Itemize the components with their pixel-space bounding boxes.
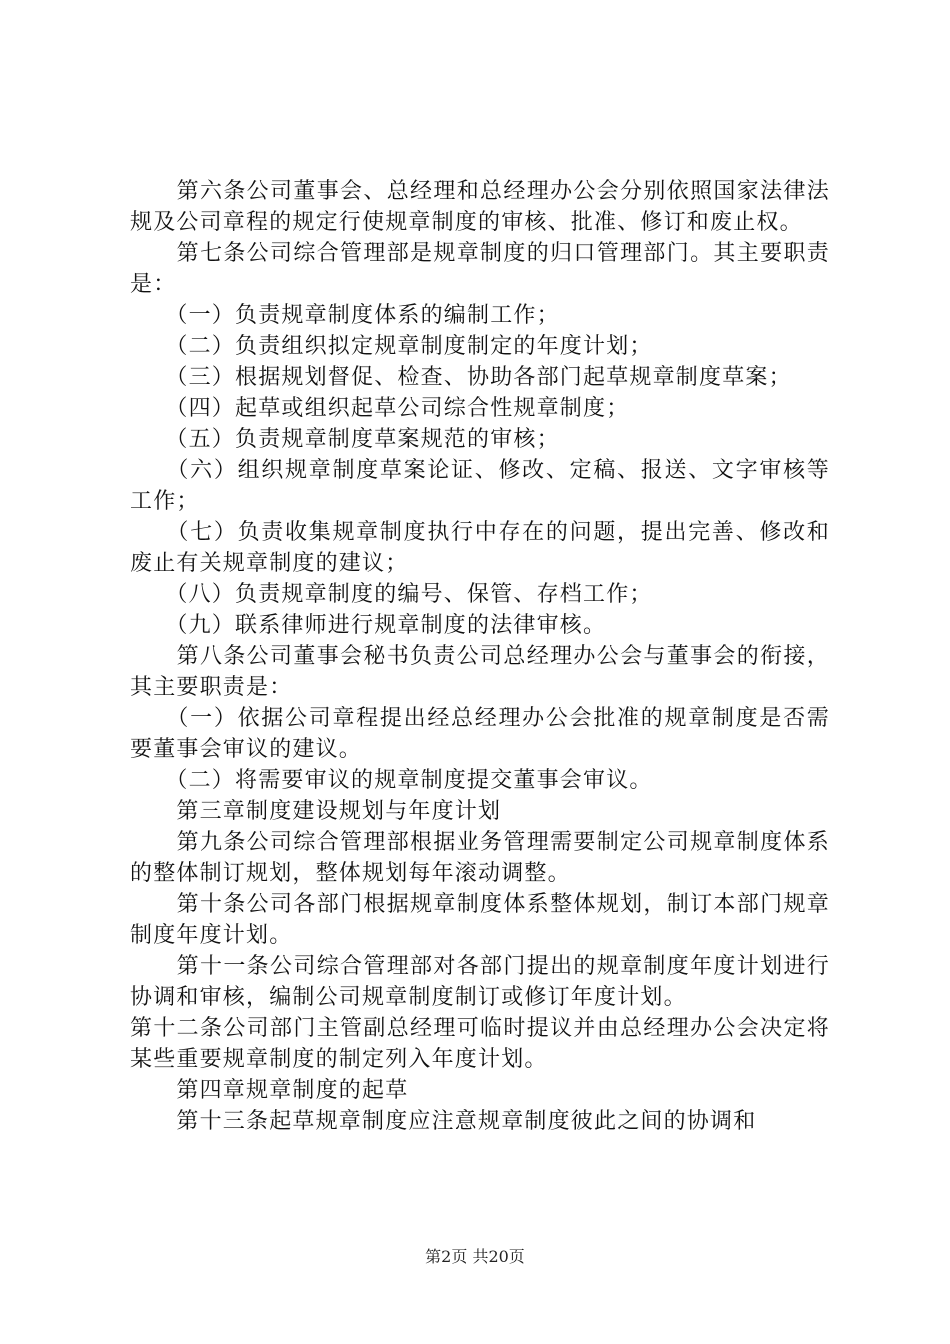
list-item: （七）负责收集规章制度执行中存在的问题，提出完善、修改和废止有关规章制度的建议； [130,520,830,576]
paragraph: 第九条公司综合管理部根据业务管理需要制定公司规章制度体系的整体制订规划，整体规划每年滚动调整。 [130,830,830,886]
list-item: （四）起草或组织起草公司综合性规章制度； [130,396,630,421]
list-item: （一）依据公司章程提出经总经理办公会批准的规章制度是否需要董事会审议的建议。 [130,706,830,762]
paragraph: 第七条公司综合管理部是规章制度的归口管理部门。其主要职责是： [130,241,830,297]
list-item: （八）负责规章制度的编号、保管、存档工作； [130,582,653,607]
list-item: （三）根据规划督促、检查、协助各部门起草规章制度草案； [130,365,792,390]
list-item: （二）负责组织拟定规章制度制定的年度计划； [130,334,653,359]
page-footer [0,1244,950,1267]
page-number: 第2页 共20页 [425,1247,525,1266]
list-item: （九）联系律师进行规章制度的法律审核。 [130,613,607,638]
paragraph: 第十一条公司综合管理部对各部门提出的规章制度年度计划进行协调和审核，编制公司规章制度制订或修订年度计划。 [130,954,830,1010]
list-item: （六）组织规章制度草案论证、修改、定稿、报送、文字审核等工作； [130,458,830,514]
paragraph: 第十条公司各部门根据规章制度体系整体规划，制订本部门规章制度年度计划。 [130,892,830,948]
paragraph: 第六条公司董事会、总经理和总经理办公会分别依照国家法律法规及公司章程的规定行使规章制度的审核、批准、修订和废止权。 [130,179,830,235]
paragraph: 第八条公司董事会秘书负责公司总经理办公会与董事会的衔接，其主要职责是： [130,644,830,700]
paragraph: 第十三条起草规章制度应注意规章制度彼此之间的协调和 [130,1109,757,1134]
list-item: （二）将需要审议的规章制度提交董事会审议。 [130,768,653,793]
list-item: （一）负责规章制度体系的编制工作； [130,303,560,328]
document-body [130,176,830,1137]
paragraph: 第十二条公司部门主管副总经理可临时提议并由总经理办公会决定将某些重要规章制度的制定列入年度计划。 [130,1016,830,1072]
chapter-heading: 第三章制度建设规划与年度计划 [130,799,502,824]
list-item: （五）负责规章制度草案规范的审核； [130,427,560,452]
chapter-heading: 第四章规章制度的起草 [130,1078,409,1103]
